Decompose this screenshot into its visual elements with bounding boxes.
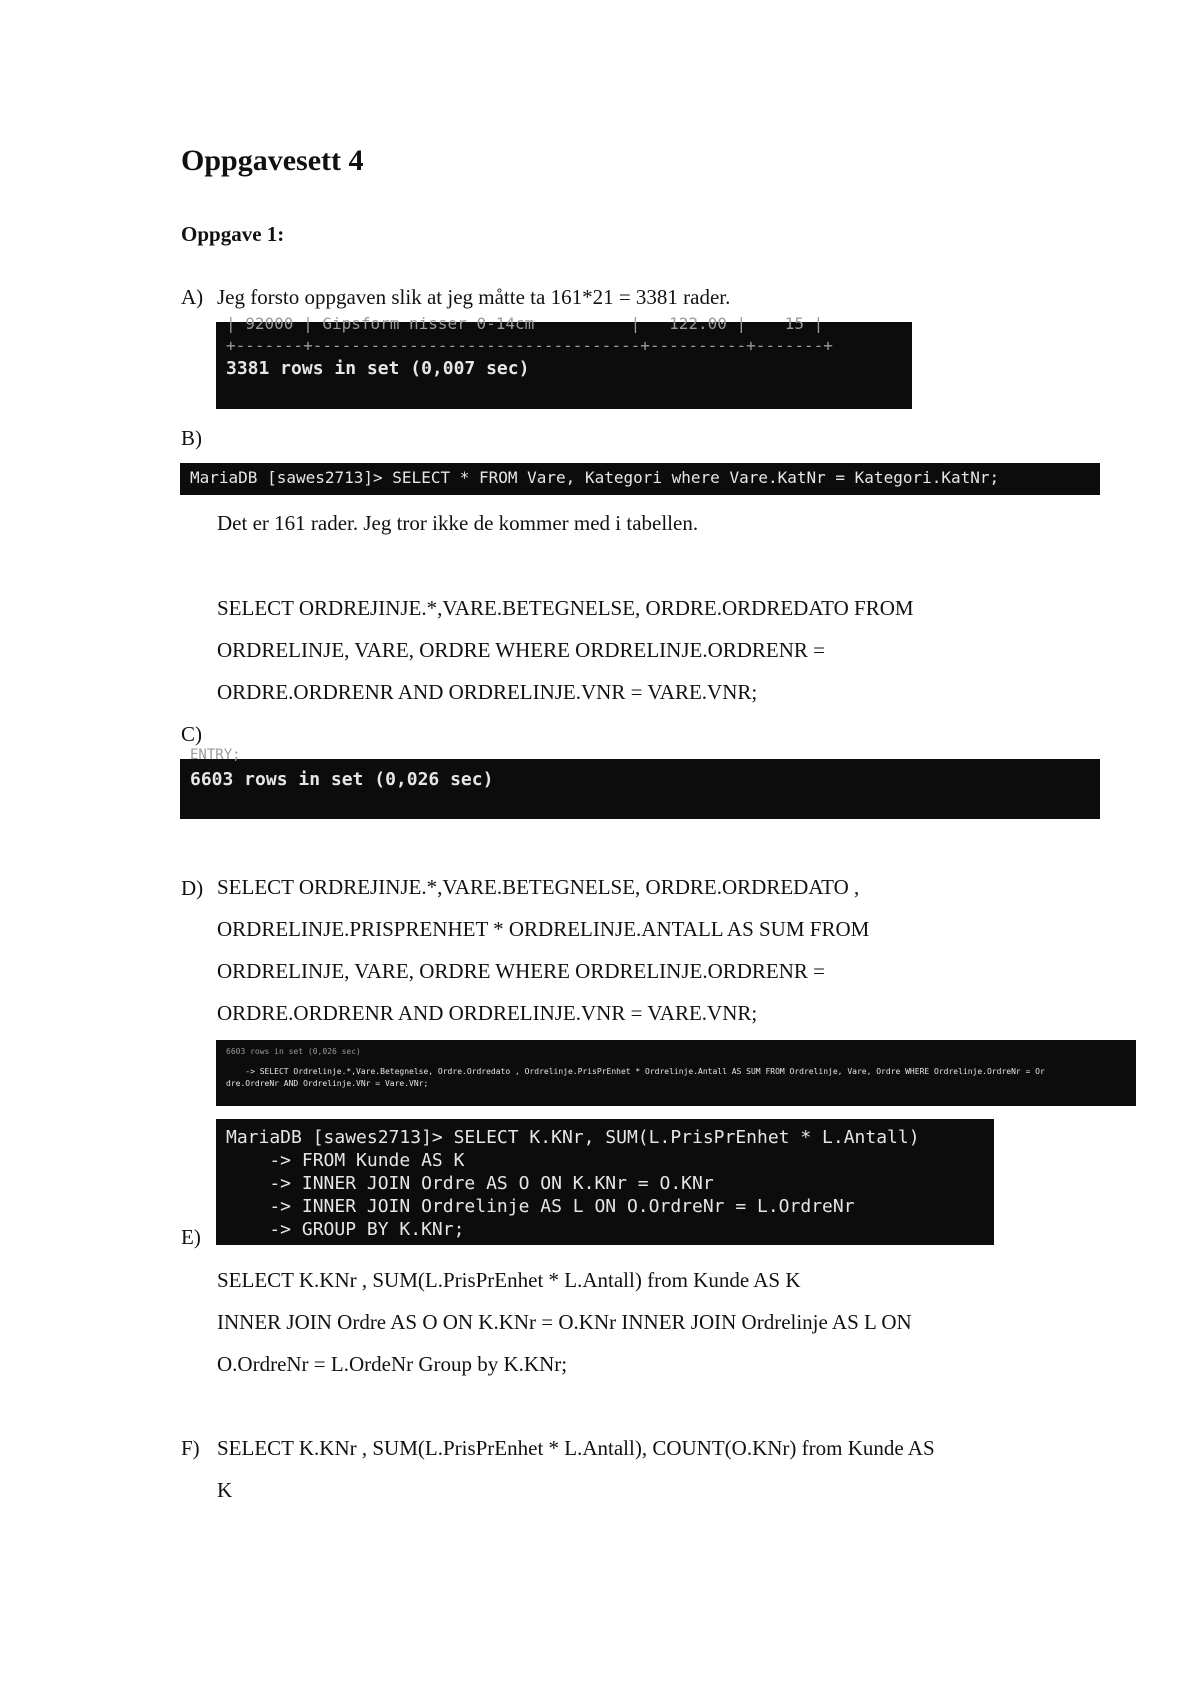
item-b-marker: B) <box>181 426 202 450</box>
terminal-line: MariaDB [sawes2713]> SELECT * FROM Vare, Kategori where Vare.KatNr = Kategori.KatNr; <box>190 468 1000 487</box>
terminal-line: -> INNER JOIN Ordrelinje AS L ON O.OrdreNr = L.OrdreNr <box>226 1196 855 1217</box>
sql-line: K <box>217 1478 233 1502</box>
item-c-marker: C) <box>181 722 202 746</box>
sql-line: INNER JOIN Ordre AS O ON K.KNr = O.KNr INNER JOIN Ordrelinje AS L ON <box>217 1310 912 1334</box>
terminal-line: 3381 rows in set (0,007 sec) <box>226 358 530 379</box>
sql-line: SELECT ORDREJINJE.*,VARE.BETEGNELSE, ORDRE.ORDREDATO , <box>217 875 860 899</box>
terminal-line: -> FROM Kunde AS K <box>226 1150 465 1171</box>
terminal-line: 6603 rows in set (0,026 sec) <box>190 769 494 790</box>
item-b-text: Det er 161 rader. Jeg tror ikke de kommer med i tabellen. <box>217 511 699 535</box>
terminal-line: ENTRY; <box>190 747 241 763</box>
item-d-marker: D) <box>181 876 204 900</box>
sql-line: O.OrdreNr = L.OrdeNr Group by K.KNr; <box>217 1352 568 1376</box>
terminal-screenshot-b <box>180 463 1100 495</box>
sql-line: ORDRE.ORDRENR AND ORDRELINJE.VNR = VARE.VNR; <box>217 680 758 704</box>
sql-block-b <box>217 587 914 713</box>
sql-block-d <box>217 866 869 1034</box>
terminal-line: 6603 rows in set (0,026 sec) <box>226 1047 361 1056</box>
terminal-line: +-------+----------------------------------+----------+-------+ <box>226 336 833 355</box>
sql-block-e <box>217 1259 912 1385</box>
sql-line: ORDRE.ORDRENR AND ORDRELINJE.VNR = VARE.VNR; <box>217 1001 758 1025</box>
sql-line: ORDRELINJE, VARE, ORDRE WHERE ORDRELINJE.ORDRENR = <box>217 959 826 983</box>
terminal-screenshot-c <box>180 747 1100 819</box>
sql-line: ORDRELINJE, VARE, ORDRE WHERE ORDRELINJE.ORDRENR = <box>217 638 826 662</box>
sql-line: SELECT K.KNr , SUM(L.PrisPrEnhet * L.Antall), COUNT(O.KNr) from Kunde AS <box>217 1436 935 1460</box>
sql-line: SELECT K.KNr , SUM(L.PrisPrEnhet * L.Antall) from Kunde AS K <box>217 1268 801 1292</box>
sql-line: SELECT ORDREJINJE.*,VARE.BETEGNELSE, ORDRE.ORDREDATO FROM <box>217 596 914 620</box>
terminal-line: dre.OrdreNr AND Ordrelinje.VNr = Vare.VNr; <box>226 1079 429 1088</box>
sql-line: ORDRELINJE.PRISPRENHET * ORDRELINJE.ANTALL AS SUM FROM <box>217 917 870 941</box>
item-f-marker: F) <box>181 1436 200 1460</box>
terminal-screenshot-d <box>216 1040 1136 1106</box>
page-title: Oppgavesett 4 <box>181 144 364 177</box>
terminal-screenshot-a <box>216 314 912 409</box>
item-a-marker: A) <box>181 285 204 309</box>
terminal-line: -> SELECT Ordrelinje.*,Vare.Betegnelse, Ordre.Ordredato , Ordrelinje.PrisPrEnhet * Ordrelinje.Antall AS SUM FROM Ordrelinje, Vare, Ordre WHERE Ordrelinje.OrdreNr = Or <box>226 1067 1045 1076</box>
terminal-screenshot-e <box>216 1119 994 1245</box>
terminal-line: -> INNER JOIN Ordre AS O ON K.KNr = O.KNr <box>226 1173 714 1194</box>
sql-block-f <box>217 1427 935 1511</box>
item-e-marker: E) <box>181 1225 201 1249</box>
terminal-line: | 92000 | Gipsform nisser 0-14cm | 122.00 | 15 | <box>226 314 824 333</box>
section-heading: Oppgave 1: <box>181 222 285 246</box>
terminal-line: MariaDB [sawes2713]> SELECT K.KNr, SUM(L.PrisPrEnhet * L.Antall) <box>226 1127 920 1148</box>
item-a-text: Jeg forsto oppgaven slik at jeg måtte ta 161*21 = 3381 rader. <box>217 285 731 309</box>
terminal-line: -> GROUP BY K.KNr; <box>226 1219 465 1240</box>
